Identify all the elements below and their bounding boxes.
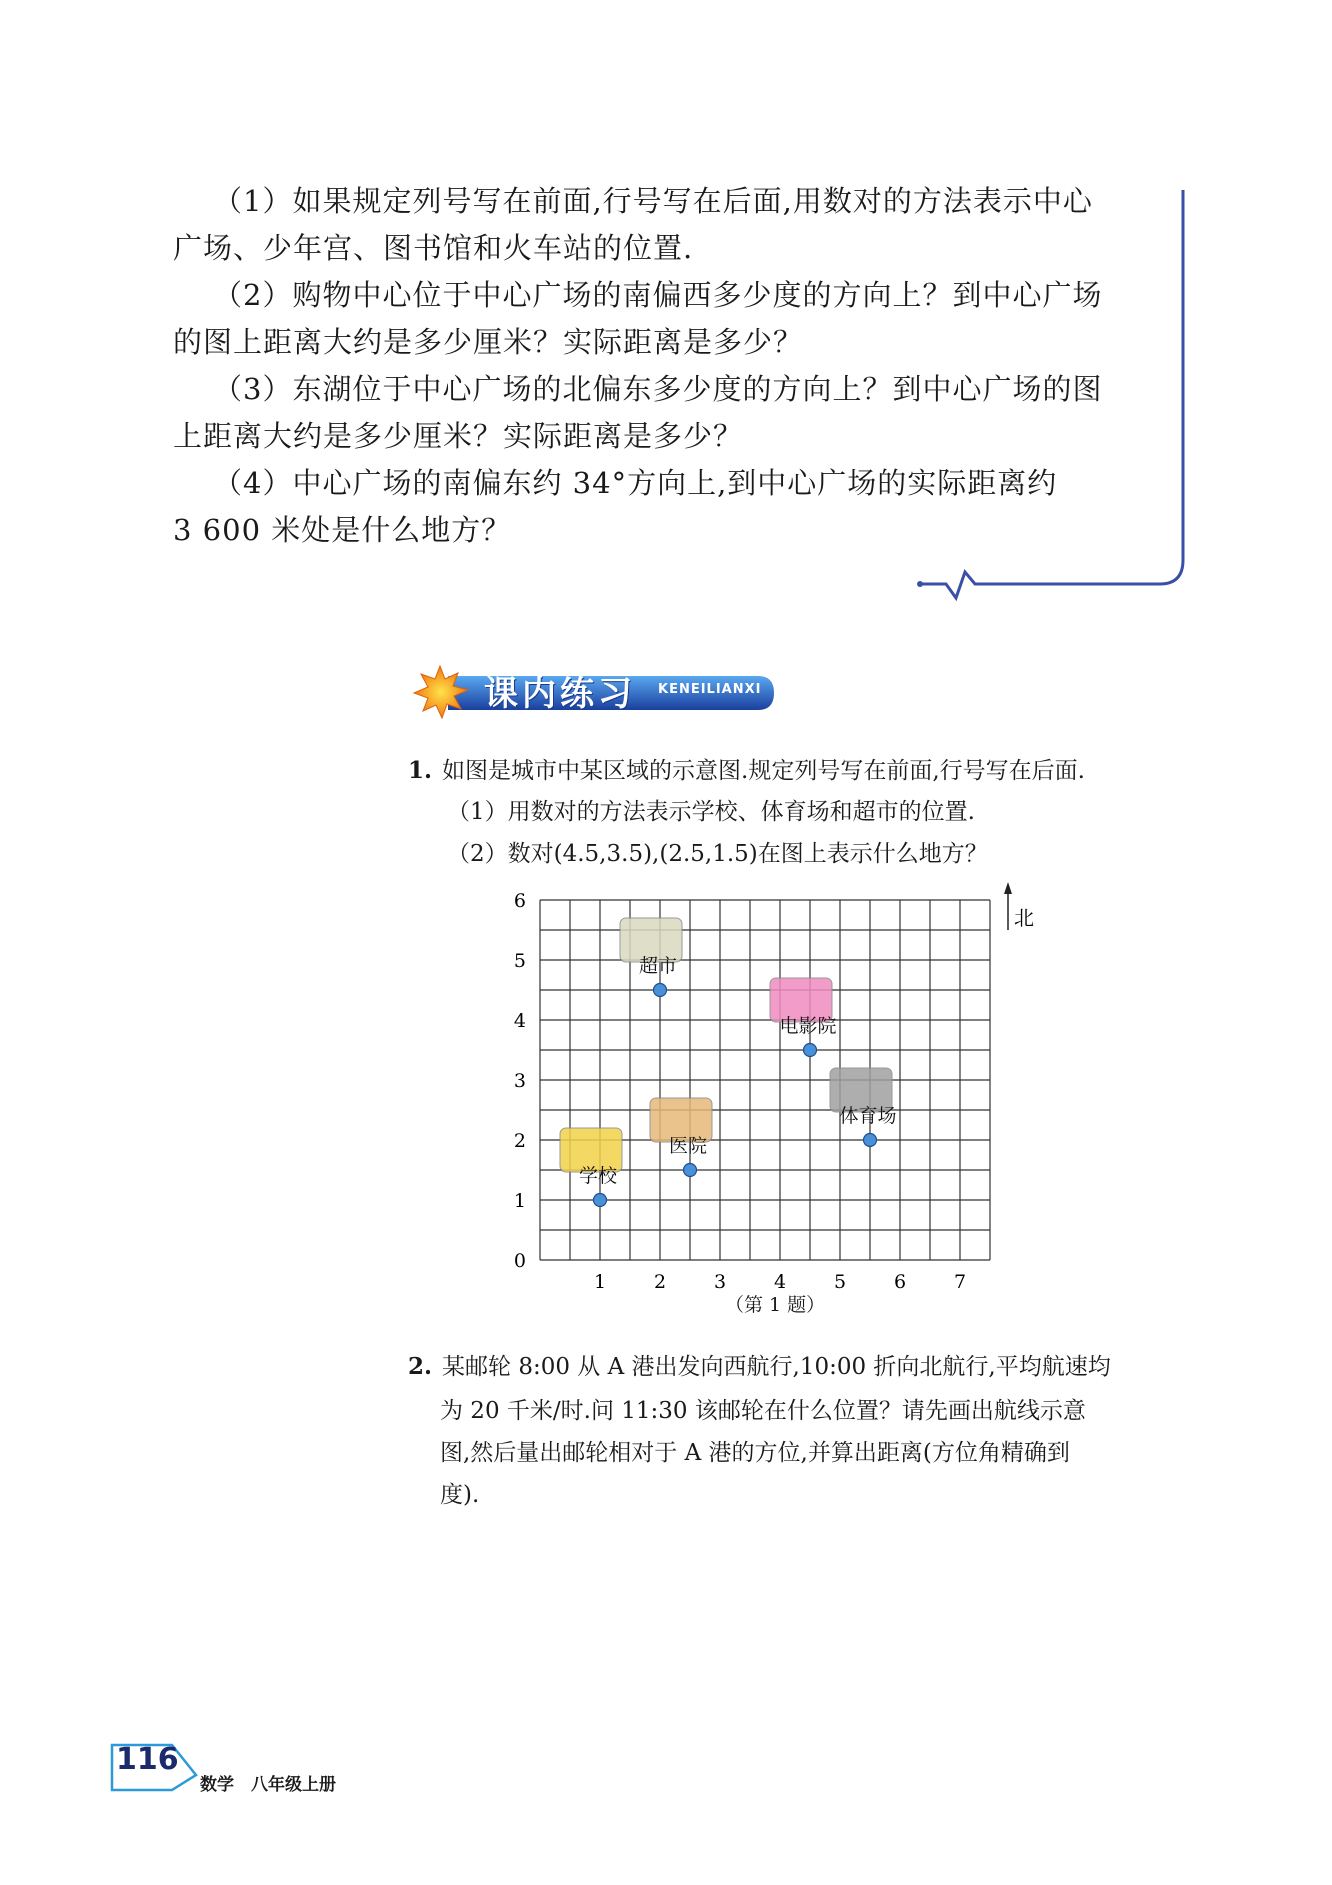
exercise-1-text: 如图是城市中某区域的示意图.规定列号写在前面,行号写在后面. — [442, 758, 1085, 784]
location-label: 学校 — [578, 1165, 618, 1187]
question-1-line-2: 广场、少年宫、图书馆和火车站的位置. — [173, 231, 694, 265]
exercise-2-line-2: 为 20 千米/时.问 11:30 该邮轮在什么位置？请先画出航线示意 — [440, 1398, 1086, 1424]
location-point — [864, 1134, 877, 1147]
location-point — [654, 984, 667, 997]
exercise-1-sub-2: （2）数对(4.5,3.5),(2.5,1.5)在图上表示什么地方？ — [447, 841, 988, 867]
x-tick-label: 5 — [833, 1271, 847, 1293]
y-tick-label: 4 — [513, 1010, 526, 1032]
x-tick-label: 3 — [713, 1271, 727, 1293]
exercise-2-line-1: 某邮轮 8:00 从 A 港出发向西航行,10:00 折向北航行,平均航速均 — [442, 1354, 1111, 1380]
question-1-line-1: （1）如果规定列号写在前面,行号写在后面,用数对的方法表示中心 — [213, 184, 1093, 218]
banner-title: 课内练习 — [484, 674, 636, 714]
exercise-2 — [408, 1346, 1111, 1388]
north-arrow-icon — [1004, 882, 1012, 894]
location-point — [594, 1194, 607, 1207]
x-tick-label: 2 — [653, 1271, 667, 1293]
location-point — [684, 1164, 697, 1177]
north-label: 北 — [1014, 906, 1034, 930]
y-tick-label: 1 — [513, 1190, 526, 1212]
location-point — [804, 1044, 817, 1057]
page-number: 116 — [116, 1742, 179, 1777]
y-tick-label: 5 — [513, 950, 526, 972]
question-block — [173, 178, 1163, 554]
question-2-line-1: （2）购物中心位于中心广场的南偏西多少度的方向上？到中心广场 — [213, 278, 1103, 312]
location-label: 电影院 — [779, 1015, 837, 1037]
x-tick-label: 6 — [893, 1271, 907, 1293]
grid-map — [500, 880, 1060, 1293]
exercise-2-line-4: 度). — [440, 1482, 480, 1508]
y-tick-label: 3 — [513, 1070, 526, 1092]
location-label: 体育场 — [839, 1105, 897, 1127]
exercise-2-number: 2. — [408, 1353, 433, 1380]
question-3-line-1: （3）东湖位于中心广场的北偏东多少度的方向上？到中心广场的图 — [213, 372, 1103, 406]
location-label: 超市 — [638, 955, 678, 977]
x-tick-label: 7 — [953, 1271, 967, 1293]
exercise-1-number: 1. — [408, 757, 433, 784]
section-banner — [408, 664, 780, 722]
question-3-line-2: 上距离大约是多少厘米？实际距离是多少？ — [173, 419, 744, 453]
y-tick-label: 2 — [513, 1130, 526, 1152]
x-tick-label: 1 — [593, 1271, 607, 1293]
location-label: 医院 — [668, 1135, 708, 1157]
question-4-line-1: （4）中心广场的南偏东约 34°方向上,到中心广场的实际距离约 — [213, 466, 1058, 500]
x-tick-label: 4 — [773, 1271, 787, 1293]
grid-map-svg — [500, 880, 1060, 1293]
exercise-2-line-3: 图,然后量出邮轮相对于 A 港的方位,并算出距离(方位角精确到 — [440, 1440, 1070, 1466]
question-4-line-2: 3 600 米处是什么地方？ — [173, 513, 512, 547]
question-2-line-2: 的图上距离大约是多少厘米？实际距离是多少？ — [173, 325, 804, 359]
exercise-1 — [408, 750, 1085, 792]
book-title: 数学 八年级上册 — [200, 1775, 336, 1795]
banner-subtitle: KENEILIANXI — [658, 682, 762, 697]
exercise-1-sub-1: （1）用数对的方法表示学校、体育场和超市的位置. — [447, 799, 975, 825]
y-tick-label: 6 — [513, 890, 526, 912]
y-tick-label: 0 — [513, 1250, 526, 1272]
sun-icon — [414, 666, 468, 718]
figure-caption: （第 1 题） — [725, 1294, 826, 1316]
